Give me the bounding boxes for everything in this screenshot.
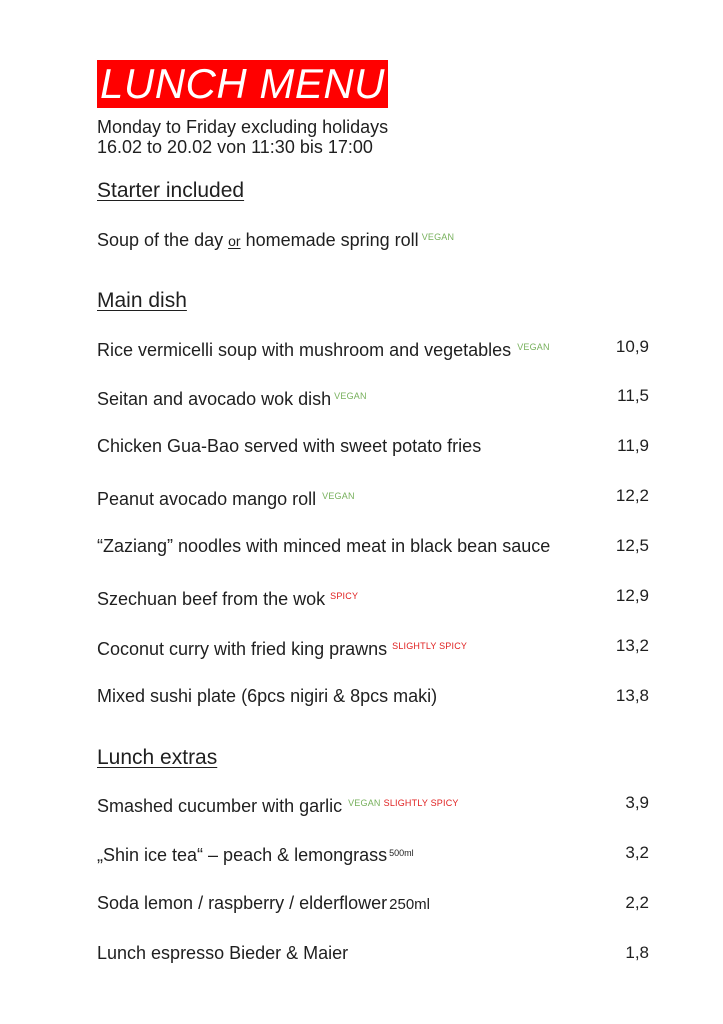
menu-item (97, 684, 649, 708)
item-name-text: Rice vermicelli soup with mushroom and vegetables (97, 340, 512, 360)
slightly-spicy-tag: SLIGHTLY SPICY (392, 641, 468, 651)
menu-item (97, 634, 649, 658)
starter-item-text (97, 225, 454, 253)
item-price: 3,9 (625, 793, 649, 812)
menu-item (97, 384, 649, 408)
vegan-tag: VEGAN (517, 342, 550, 352)
item-name-text: „Shin ice tea“ – peach & lemongrass (97, 845, 388, 865)
item-name (97, 791, 459, 818)
item-name (97, 484, 355, 511)
vegan-tag: VEGAN (334, 391, 367, 401)
item-price: 10,9 (615, 337, 649, 356)
item-name (97, 634, 467, 661)
extra-item (97, 841, 649, 865)
vegan-tag: VEGAN (348, 798, 381, 808)
extras-heading: Lunch extras (97, 746, 218, 769)
volume-label: 250ml (389, 896, 430, 913)
item-name (97, 891, 430, 917)
menu-item (97, 335, 649, 359)
item-price: 13,2 (615, 636, 649, 655)
extra-item (97, 941, 649, 965)
item-name-text: Soda lemon / raspberry / elderflower (97, 893, 388, 913)
item-name-text: Szechuan beef from the wok (97, 589, 326, 609)
menu-subtitle (97, 117, 388, 157)
item-price: 12,5 (615, 536, 649, 555)
starter-or: or (228, 233, 241, 249)
item-price: 12,9 (615, 586, 649, 605)
menu-item (97, 434, 649, 458)
extra-item (97, 791, 649, 815)
menu-title: LUNCH MENU (97, 60, 388, 108)
vegan-tag: VEGAN (322, 491, 355, 501)
slightly-spicy-tag: SLIGHTLY SPICY (383, 798, 459, 808)
item-name (97, 384, 367, 411)
menu-item (97, 584, 649, 608)
item-name-text: Peanut avocado mango roll (97, 489, 317, 509)
extra-item (97, 891, 649, 915)
item-name (97, 841, 414, 867)
volume-label: 500ml (389, 848, 414, 858)
item-price: 3,2 (625, 843, 649, 862)
item-name: Lunch espresso Bieder & Maier (97, 943, 349, 963)
spicy-tag: SPICY (330, 591, 359, 601)
menu-item (97, 484, 649, 508)
vegan-tag: VEGAN (421, 232, 455, 242)
menu-item (97, 534, 649, 558)
starter-heading: Starter included (97, 179, 245, 202)
item-name: Mixed sushi plate (6pcs nigiri & 8pcs maki) (97, 686, 438, 706)
item-name (97, 584, 358, 611)
item-name: “Zaziang” noodles with minced meat in black bean sauce (97, 536, 551, 556)
item-name (97, 335, 550, 362)
item-name-text: Smashed cucumber with garlic (97, 796, 343, 816)
item-name: Chicken Gua-Bao served with sweet potato fries (97, 436, 482, 456)
subtitle-dates: 16.02 to 20.02 von 11:30 bis 17:00 (97, 137, 373, 157)
item-price: 2,2 (625, 893, 649, 912)
item-price: 11,9 (617, 436, 649, 455)
item-price: 1,8 (625, 943, 649, 962)
starter-soup: Soup of the day (97, 230, 224, 250)
subtitle-days: Monday to Friday excluding holidays (97, 117, 389, 137)
item-name-text: Seitan and avocado wok dish (97, 389, 332, 409)
main-heading: Main dish (97, 289, 187, 312)
item-price: 12,2 (615, 486, 649, 505)
starter-spring-roll: homemade spring roll (245, 230, 419, 250)
item-price: 13,8 (615, 686, 649, 705)
item-name-text: Coconut curry with fried king prawns (97, 639, 388, 659)
starter-item (97, 225, 649, 249)
item-price: 11,5 (617, 386, 649, 405)
